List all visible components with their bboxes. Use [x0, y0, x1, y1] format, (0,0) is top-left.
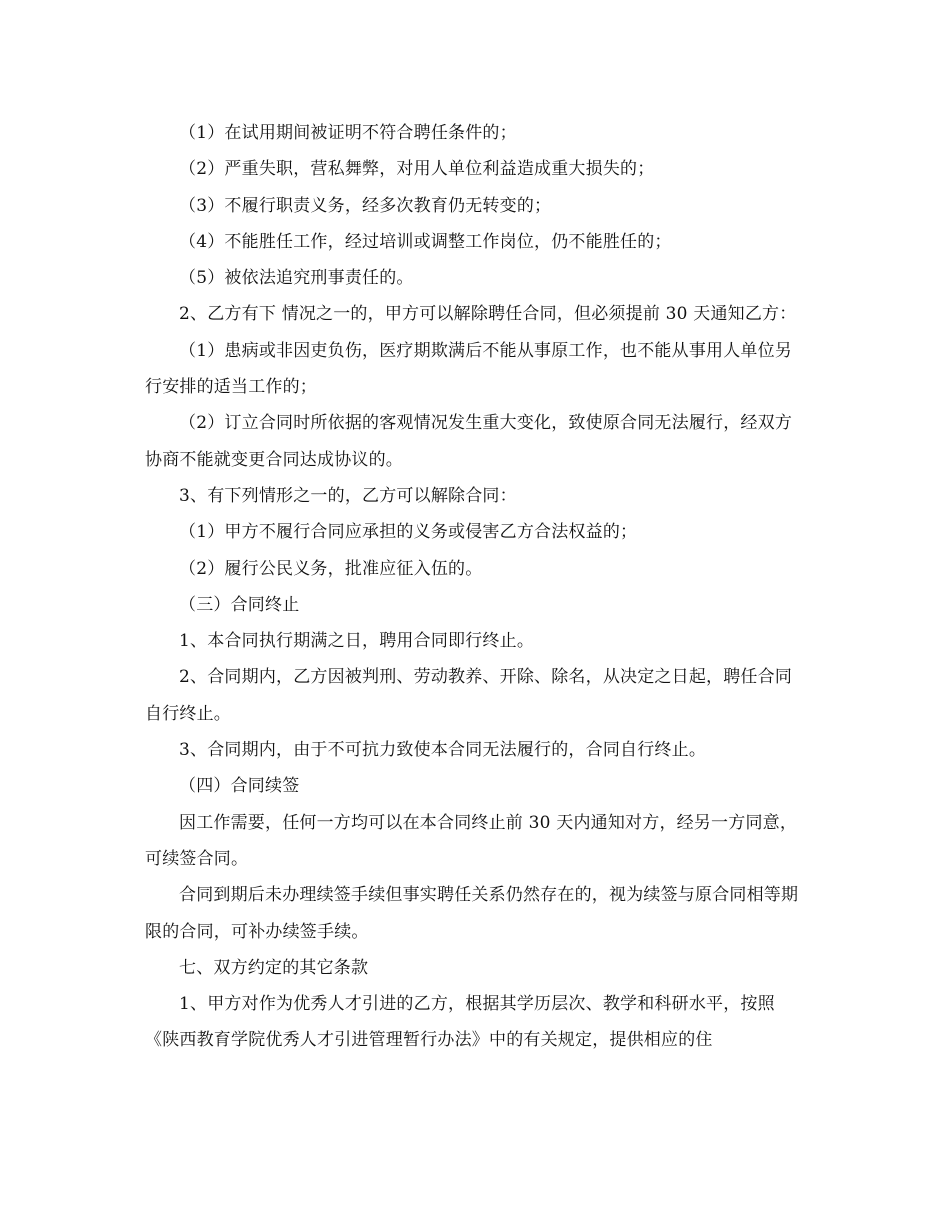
section-3-item-1: （1）甲方不履行合同应承担的义务或侵害乙方合法权益的； — [179, 522, 638, 543]
section-3-item-2: （2）履行公民义务，批准应征入伍的。 — [179, 558, 483, 579]
clause-item-5: （5）被依法追究刑事责任的。 — [179, 268, 414, 289]
termination-item-2: 2、合同期内，乙方因被判刑、劳动教养、开除、除名，从决定之日起，聘任合同自行终止。 — [145, 667, 793, 724]
termination-heading: （三）合同终止 — [179, 594, 300, 615]
document-body — [145, 115, 805, 1059]
clause-item-1: （1）在试用期间被证明不符合聘任条件的； — [179, 123, 517, 143]
section-3-heading: 3、有下列情形之一的，乙方可以解除合同： — [179, 485, 517, 506]
termination-item-3: 3、合同期内，由于不可抗力致使本合同无法履行的，合同自行终止。 — [179, 740, 707, 761]
clause-item-4: （4）不能胜任工作，经过培训或调整工作岗位，仍不能胜任的； — [179, 231, 672, 252]
section-2-item-2: （2）订立合同时所依据的客观情况发生重大变化，致使原合同无法履行，经双方协商不能就变更合同达成协议的。 — [145, 413, 793, 470]
other-terms-heading: 七、双方约定的其它条款 — [179, 957, 369, 978]
clause-item-2: （2）严重失职，营私舞弊，对用人单位利益造成重大损失的； — [179, 159, 655, 180]
section-2-heading: 2、乙方有下 情况之一的，甲方可以解除聘任合同，但必须提前 30 天通知乙方： — [179, 304, 797, 325]
section-2-item-1: （1）患病或非因吏负伤，医疗期欺满后不能从事原工作，也不能从事用人单位另行安排的适当工作的； — [145, 340, 793, 398]
other-terms-item-1: 1、甲方对作为优秀人才引进的乙方，根据其学历层次、教学和科研水平，按照《陕西教育学院优秀人才引进管理暂行办法》中的有关规定，提供相应的住 — [145, 994, 775, 1051]
renewal-paragraph-2: 合同到期后未办理续签手续但事实聘任关系仍然存在的，视为续签与原合同相等期限的合同，可补办续签手续。 — [145, 885, 799, 942]
termination-item-1: 1、本合同执行期满之日，聘用合同即行终止。 — [179, 631, 535, 652]
renewal-paragraph-1: 因工作需要，任何一方均可以在本合同终止前 30 天内通知对方，经另一方同意，可续签合同。 — [145, 812, 798, 869]
renewal-heading: （四）合同续签 — [179, 776, 300, 797]
clause-item-3: （3）不履行职责义务，经多次教育仍无转变的； — [179, 195, 552, 216]
